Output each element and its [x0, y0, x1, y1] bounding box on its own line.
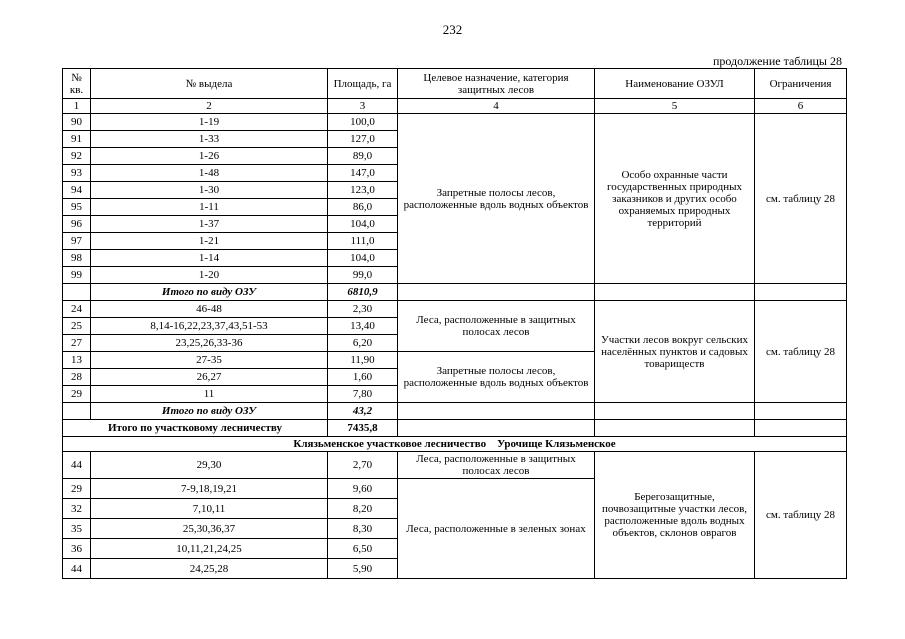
cell-area: 2,30 — [328, 301, 398, 318]
cell-vydel: 8,14-16,22,23,37,43,51-53 — [91, 318, 328, 335]
cell-restrictions: см. таблицу 28 — [755, 301, 847, 403]
cell-vydel: 29,30 — [91, 452, 328, 479]
column-number: 3 — [328, 99, 398, 114]
district-total-row — [63, 420, 847, 437]
cell-area: 1,60 — [328, 369, 398, 386]
cell-kv: 29 — [63, 479, 91, 499]
cell-kv: 91 — [63, 131, 91, 148]
cell-area: 8,20 — [328, 499, 398, 519]
cell-area: 147,0 — [328, 165, 398, 182]
cell-vydel: 25,30,36,37 — [91, 519, 328, 539]
cell-kv: 94 — [63, 182, 91, 199]
cell-kv: 27 — [63, 335, 91, 352]
cell-area: 9,60 — [328, 479, 398, 499]
cell-purpose: Запретные полосы лесов, расположенные вдоль водных объектов — [398, 352, 595, 403]
cell-ozul: Особо охранные части государственных природных заказников и других особо охраняемых природных территорий — [595, 114, 755, 284]
header-restrictions: Ограничения — [755, 69, 847, 99]
cell-area: 123,0 — [328, 182, 398, 199]
cell-vydel: 10,11,21,24,25 — [91, 539, 328, 559]
cell-kv: 44 — [63, 559, 91, 579]
table-row — [63, 301, 847, 318]
subtotal-value: 6810,9 — [328, 284, 398, 301]
section-title: Клязьменское участковое лесничество Урочище Клязьменское — [63, 437, 847, 452]
cell-area: 6,50 — [328, 539, 398, 559]
header-kv: № кв. — [63, 69, 91, 99]
column-number-row — [63, 99, 847, 114]
cell-vydel: 26,27 — [91, 369, 328, 386]
cell-area: 89,0 — [328, 148, 398, 165]
column-number: 1 — [63, 99, 91, 114]
column-number: 5 — [595, 99, 755, 114]
cell-kv: 97 — [63, 233, 91, 250]
column-number: 2 — [91, 99, 328, 114]
cell-vydel: 7-9,18,19,21 — [91, 479, 328, 499]
cell-restrictions: см. таблицу 28 — [755, 114, 847, 284]
cell-kv: 35 — [63, 519, 91, 539]
cell-area: 2,70 — [328, 452, 398, 479]
cell-vydel: 1-21 — [91, 233, 328, 250]
header-row — [63, 69, 847, 99]
cell-vydel: 1-20 — [91, 267, 328, 284]
cell-kv: 25 — [63, 318, 91, 335]
table-row — [63, 452, 847, 479]
header-ozul: Наименование ОЗУЛ — [595, 69, 755, 99]
cell-kv: 93 — [63, 165, 91, 182]
cell-purpose: Леса, расположенные в зеленых зонах — [398, 479, 595, 579]
cell-vydel: 7,10,11 — [91, 499, 328, 519]
cell-ozul: Участки лесов вокруг сельских населённых пунктов и садовых товариществ — [595, 301, 755, 403]
cell-area: 100,0 — [328, 114, 398, 131]
page-number: 232 — [442, 22, 463, 37]
cell-vydel: 1-19 — [91, 114, 328, 131]
header-purpose: Целевое назначение, категория защитных лесов — [398, 69, 595, 99]
cell-area: 99,0 — [328, 267, 398, 284]
cell-area: 6,20 — [328, 335, 398, 352]
section-row — [63, 437, 847, 452]
cell-ozul: Берегозащитные, почвозащитные участки лесов, расположенные вдоль водных объектов, склонов оврагов — [595, 452, 755, 579]
cell-kv: 29 — [63, 386, 91, 403]
cell-area: 13,40 — [328, 318, 398, 335]
cell-purpose: Леса, расположенные в защитных полосах лесов — [398, 452, 595, 479]
cell-area: 5,90 — [328, 559, 398, 579]
cell-kv: 92 — [63, 148, 91, 165]
cell-kv: 96 — [63, 216, 91, 233]
cell-vydel: 1-14 — [91, 250, 328, 267]
cell-kv: 90 — [63, 114, 91, 131]
continuation-label: продолжение таблицы 28 — [712, 54, 842, 68]
cell-kv: 13 — [63, 352, 91, 369]
cell-area: 86,0 — [328, 199, 398, 216]
header-vydel: № выдела — [91, 69, 328, 99]
cell-vydel: 1-30 — [91, 182, 328, 199]
cell-restrictions: см. таблицу 28 — [755, 452, 847, 579]
cell-area: 11,90 — [328, 352, 398, 369]
cell-kv: 98 — [63, 250, 91, 267]
cell-vydel: 1-11 — [91, 199, 328, 216]
column-number: 6 — [755, 99, 847, 114]
subtotal-row — [63, 284, 847, 301]
cell-kv: 99 — [63, 267, 91, 284]
cell-vydel: 11 — [91, 386, 328, 403]
cell-kv: 24 — [63, 301, 91, 318]
cell-vydel: 1-26 — [91, 148, 328, 165]
cell-vydel: 1-33 — [91, 131, 328, 148]
cell-area: 8,30 — [328, 519, 398, 539]
cell-purpose: Леса, расположенные в защитных полосах лесов — [398, 301, 595, 352]
cell-vydel: 24,25,28 — [91, 559, 328, 579]
subtotal-label: Итого по виду ОЗУ — [91, 284, 328, 301]
header-area: Площадь, га — [328, 69, 398, 99]
cell-vydel: 1-48 — [91, 165, 328, 182]
cell-vydel: 23,25,26,33-36 — [91, 335, 328, 352]
cell-area: 104,0 — [328, 250, 398, 267]
cell-area: 7,80 — [328, 386, 398, 403]
cell-purpose: Запретные полосы лесов, расположенные вдоль водных объектов — [398, 114, 595, 284]
table-row — [63, 114, 847, 131]
column-number: 4 — [398, 99, 595, 114]
district-total-label: Итого по участковому лесничеству — [63, 420, 328, 437]
cell-kv: 28 — [63, 369, 91, 386]
district-total-value: 7435,8 — [328, 420, 398, 437]
cell-area: 127,0 — [328, 131, 398, 148]
cell-area: 111,0 — [328, 233, 398, 250]
forest-table — [62, 68, 847, 579]
subtotal-value: 43,2 — [328, 403, 398, 420]
cell-kv: 32 — [63, 499, 91, 519]
subtotal-row — [63, 403, 847, 420]
cell-kv: 44 — [63, 452, 91, 479]
cell-vydel: 1-37 — [91, 216, 328, 233]
cell-vydel: 46-48 — [91, 301, 328, 318]
cell-kv: 36 — [63, 539, 91, 559]
cell-area: 104,0 — [328, 216, 398, 233]
subtotal-label: Итого по виду ОЗУ — [91, 403, 328, 420]
cell-kv: 95 — [63, 199, 91, 216]
cell-vydel: 27-35 — [91, 352, 328, 369]
